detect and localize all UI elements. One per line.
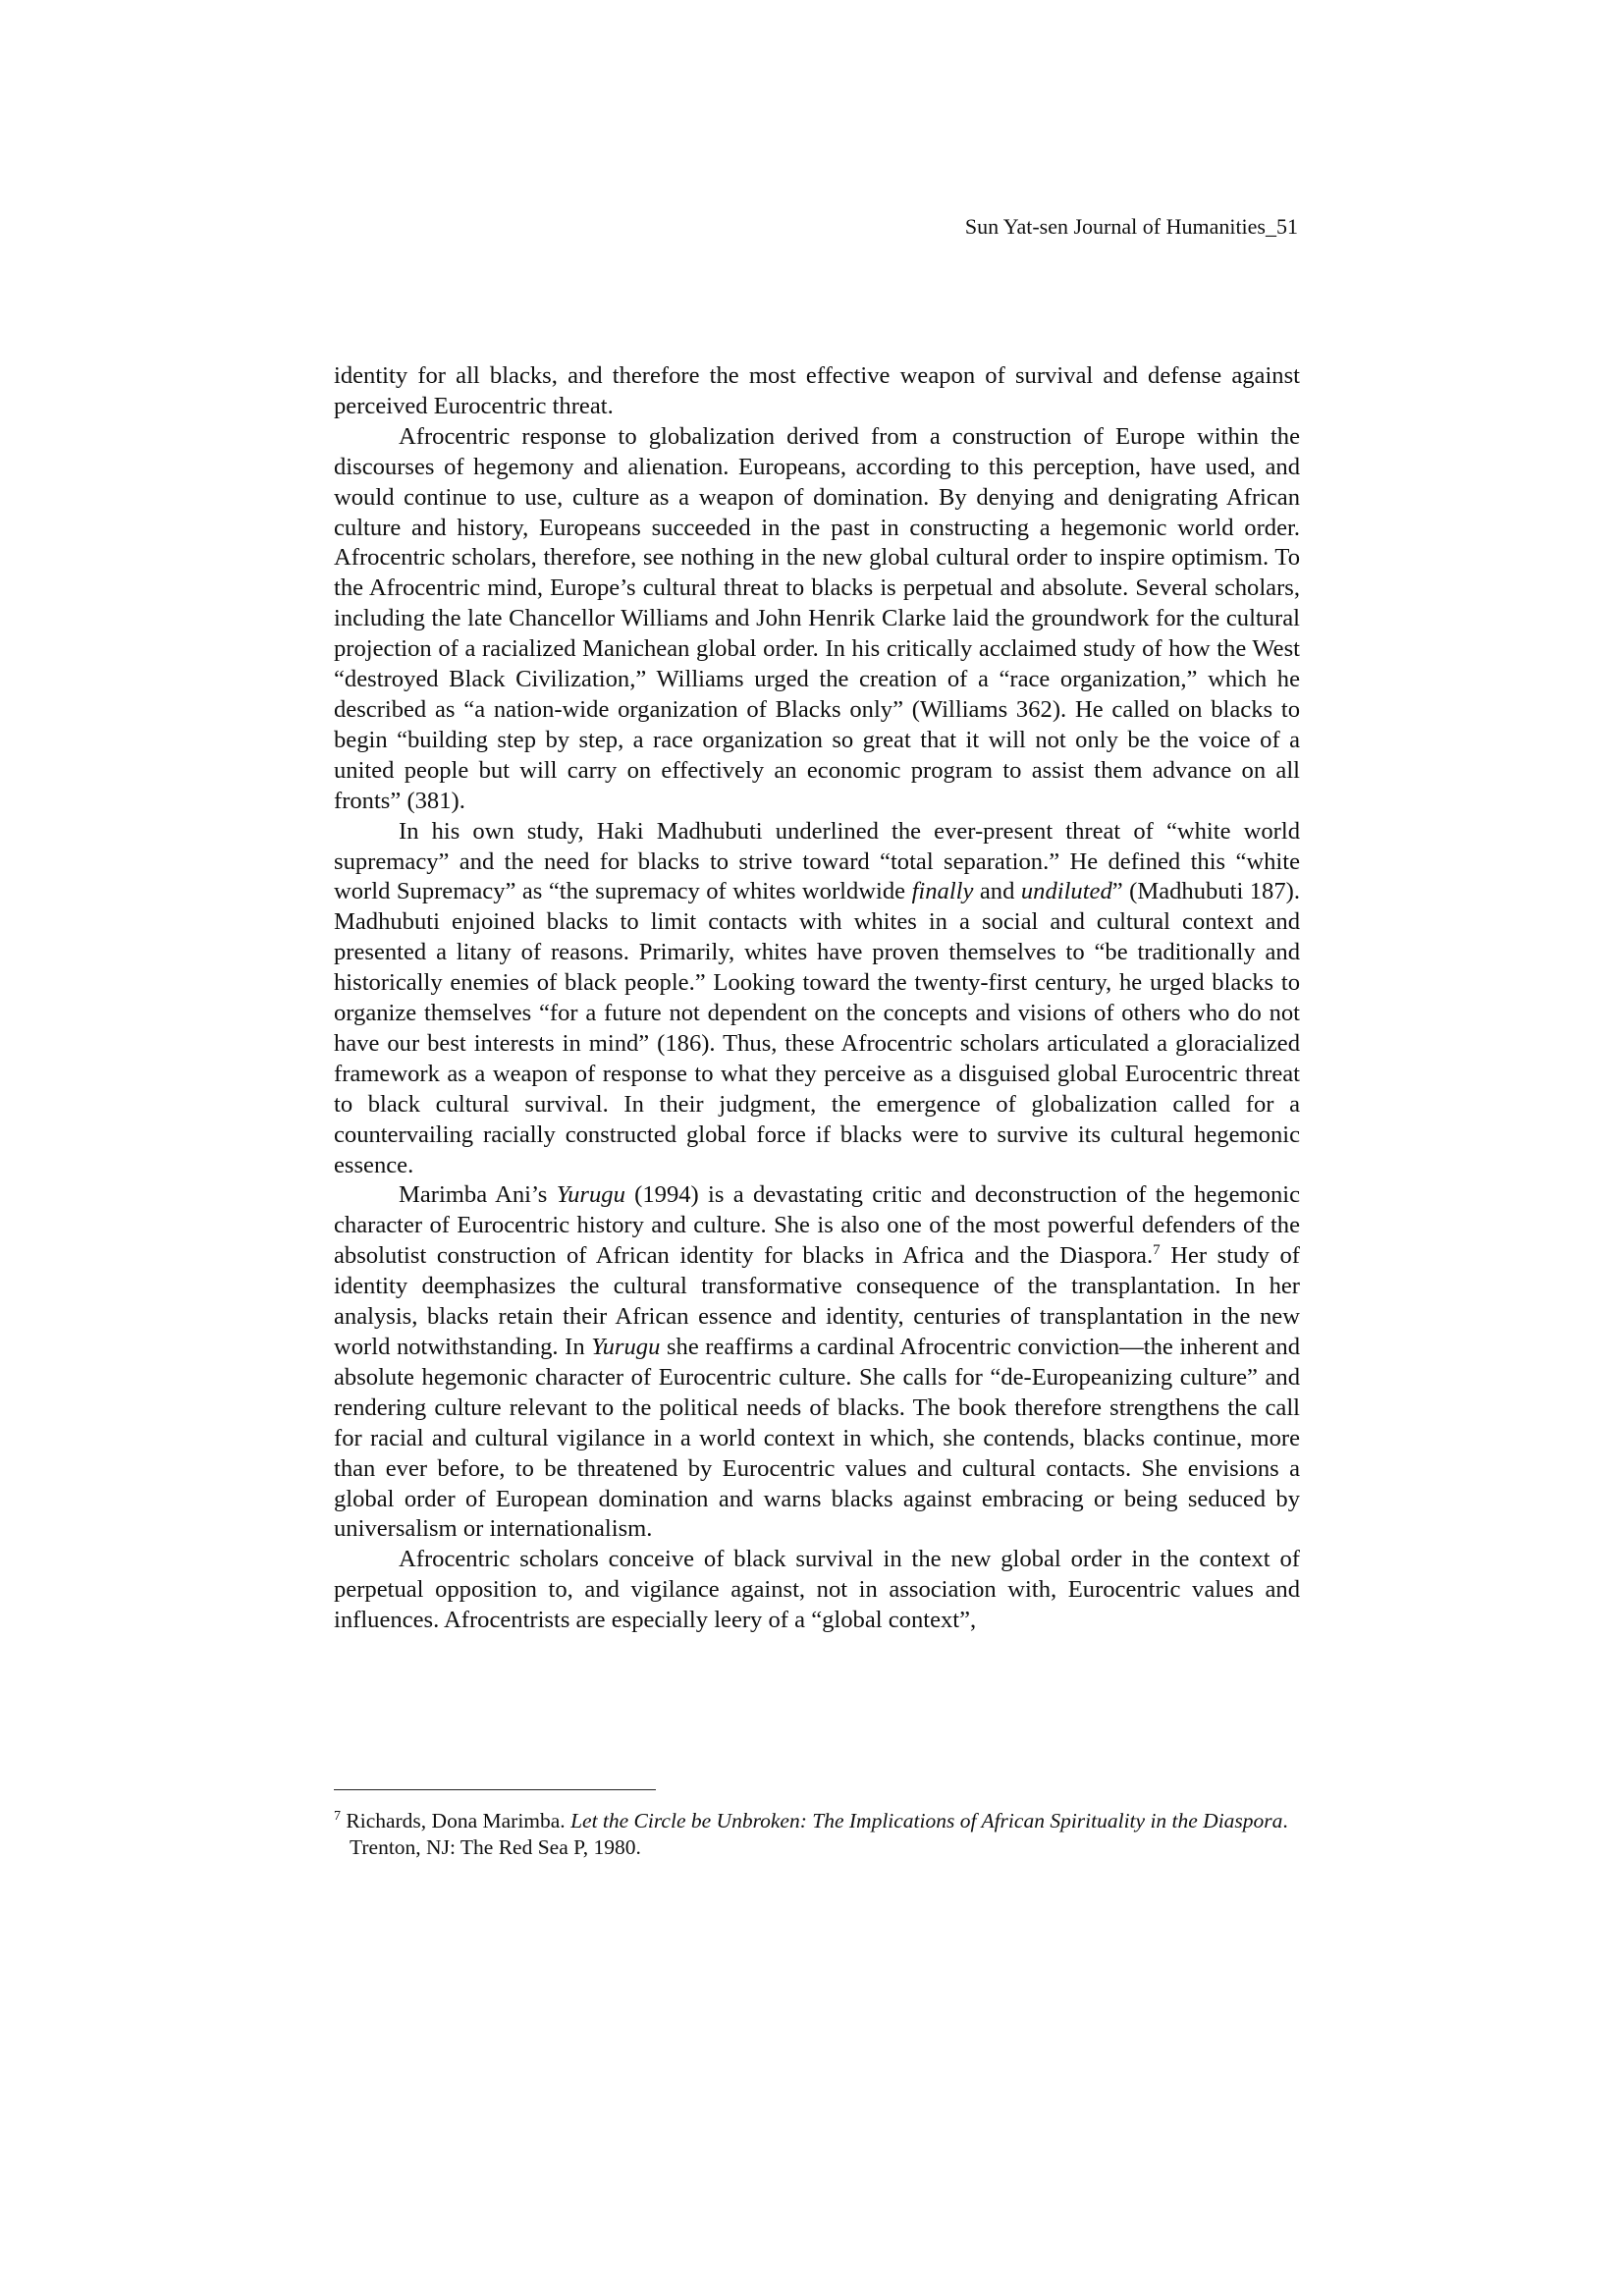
footnote-text-a: Richards, Dona Marimba. bbox=[341, 1809, 571, 1832]
book-title-yurugu-2: Yurugu bbox=[591, 1334, 661, 1360]
footnote-reference[interactable]: 7 bbox=[1153, 1242, 1161, 1259]
emphasis-finally: finally bbox=[911, 878, 974, 905]
paragraph-1 bbox=[334, 361, 1300, 422]
emphasis-undiluted: undiluted bbox=[1020, 878, 1112, 905]
paragraph-3-text-c: ” (Madhubuti 187). Madhubuti enjoined blacks to limit contacts with whites in a social and cultural context and presented a litany of reasons. Primarily, whites have proven themselves to “be traditionally and historically enemies of black people.” Looking toward the twenty-first century, he urged blacks to organize themselves “for a future not dependent on the concepts and visions of others who do not have our best interests in mind” (186). Thus, these Afrocentric scholars articulated a gloracialized framework as a weapon of response to what they perceive as a disguised global Eurocentric threat to black cultural survival. In their judgment, the emergence of globalization called for a countervailing racially constructed global force if blacks were to survive its cultural hegemonic essence. bbox=[334, 878, 1300, 1178]
paragraph-3-text-b: and bbox=[973, 878, 1021, 905]
running-header: Sun Yat-sen Journal of Humanities_51 bbox=[964, 214, 1298, 239]
paragraph-4-text-c: Her study of identity deemphasizes the cultural transformative consequence of the transplantation. In her analysis, blacks retain their African essence and identity, centuries of transplantation in the new world notwithstanding. In bbox=[334, 1242, 1300, 1360]
footnote-book-title: Let the Circle be Unbroken: The Implications of African Spirituality in the Diaspora bbox=[570, 1809, 1283, 1832]
footnote-7 bbox=[334, 1808, 1300, 1861]
footnotes bbox=[334, 1808, 1300, 1861]
paragraph-3-text-a: In his own study, Haki Madhubuti underlined the ever-present threat of “white world supremacy” and the need for blacks to strive toward “total separation.” He defined this “white world Supremacy” as “the supremacy of whites worldwide bbox=[334, 817, 1300, 905]
footnote-text-b: . Trenton, NJ: The Red Sea P, 1980. bbox=[350, 1809, 1288, 1859]
footnote-divider bbox=[334, 1789, 656, 1790]
paragraph-1-text: identity for all blacks, and therefore the most effective weapon of survival and defense against perceived Eurocentric threat. bbox=[334, 362, 1300, 419]
paragraph-4-text-b: (1994) is a devastating critic and deconstruction of the hegemonic character of Eurocentric history and culture. She is also one of the most powerful defenders of the absolutist construction of African identity for blacks in Africa and the Diaspora. bbox=[334, 1181, 1300, 1270]
paragraph-2-text: Afrocentric response to globalization derived from a construction of Europe within the discourses of hegemony and alienation. Europeans, according to this perception, have used, and would continue to use, culture as a weapon of domination. By denying and denigrating African culture and history, Europeans succeeded in the past in constructing a hegemonic world order. Afrocentric scholars, therefore, see nothing in the new global cultural order to inspire optimism. To the Afrocentric mind, Europe’s cultural threat to blacks is perpetual and absolute. Several scholars, including the late Chancellor Williams and John Henrik Clarke laid the groundwork for the cultural projection of a racialized Manichean global order. In his critically acclaimed study of how the West “destroyed Black Civilization,” Williams urged the creation of a “race organization,” which he described as “a nation-wide organization of Blacks only” (Williams 362). He called on blacks to begin “building step by step, a race organization so great that it will not only be the voice of a united people but will carry on effectively an economic program to assist them advance on all fronts” (381). bbox=[334, 422, 1300, 814]
body-text bbox=[334, 361, 1300, 1636]
book-title-yurugu: Yurugu bbox=[556, 1181, 625, 1209]
paragraph-5-text: Afrocentric scholars conceive of black survival in the new global order in the context of perpetual opposition to, and vigilance against, not in association with, Eurocentric values and influences. Afrocentrists are especially leery of a “global context”, bbox=[334, 1546, 1300, 1634]
paragraph-4 bbox=[334, 1180, 1300, 1545]
paragraph-4-text-d: she reaffirms a cardinal Afrocentric conviction—the inherent and absolute hegemonic character of Eurocentric culture. She calls for “de-Europeanizing culture” and rendering culture relevant to the political needs of blacks. The book therefore strengthens the call for racial and cultural vigilance in a world context in which, she contends, blacks continue, more than ever before, to be threatened by Eurocentric values and cultural contacts. She envisions a global order of European domination and warns blacks against embracing or being seduced by universalism or internationalism. bbox=[334, 1334, 1300, 1543]
paragraph-2 bbox=[334, 422, 1300, 817]
paragraph-4-text-a: Marimba Ani’s bbox=[399, 1181, 557, 1209]
footnote-number: 7 bbox=[334, 1808, 341, 1824]
paragraph-3 bbox=[334, 817, 1300, 1181]
paragraph-5 bbox=[334, 1545, 1300, 1636]
